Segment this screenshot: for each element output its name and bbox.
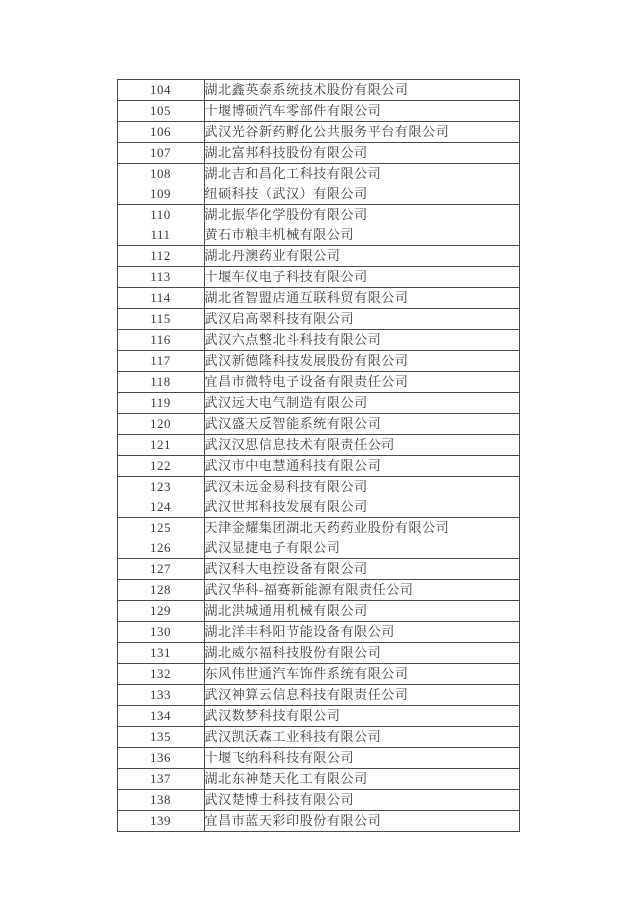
table-row — [117, 435, 519, 456]
table-row — [117, 164, 519, 185]
company-name-cell: 湖北鑫英泰系统技术股份有限公司 — [204, 80, 519, 101]
table-row — [117, 664, 519, 685]
company-name-cell: 十堰车仪电子科技有限公司 — [204, 267, 519, 288]
row-number-cell: 113 — [117, 267, 204, 288]
row-number-cell: 125 — [117, 518, 204, 539]
row-number-cell: 122 — [117, 456, 204, 477]
company-name-cell: 武汉显捷电子有限公司 — [204, 538, 519, 559]
table-row — [117, 518, 519, 539]
table-row — [117, 80, 519, 101]
row-number-cell: 111 — [117, 225, 204, 246]
company-name-cell: 黄石市粮丰机械有限公司 — [204, 225, 519, 246]
row-number-cell: 115 — [117, 309, 204, 330]
table-row — [117, 184, 519, 205]
table-row — [117, 267, 519, 288]
table-row — [117, 122, 519, 143]
company-name-cell: 武汉六点整北斗科技有限公司 — [204, 330, 519, 351]
company-name-cell: 武汉汉思信息技术有限责任公司 — [204, 435, 519, 456]
row-number-cell: 105 — [117, 101, 204, 122]
row-number-cell: 126 — [117, 538, 204, 559]
row-number-cell: 124 — [117, 497, 204, 518]
row-number-cell: 119 — [117, 393, 204, 414]
row-number-cell: 133 — [117, 685, 204, 706]
table-row — [117, 101, 519, 122]
row-number-cell: 106 — [117, 122, 204, 143]
table-row — [117, 246, 519, 267]
row-number-cell: 130 — [117, 622, 204, 643]
table-row — [117, 372, 519, 393]
table-row — [117, 790, 519, 811]
company-name-cell: 湖北丹澳药业有限公司 — [204, 246, 519, 267]
row-number-cell: 114 — [117, 288, 204, 309]
company-name-cell: 纽硕科技（武汉）有限公司 — [204, 184, 519, 205]
company-name-cell: 天津金耀集团湖北天药药业股份有限公司 — [204, 518, 519, 539]
row-number-cell: 118 — [117, 372, 204, 393]
table-row — [117, 205, 519, 226]
company-name-cell: 武汉远大电气制造有限公司 — [204, 393, 519, 414]
row-number-cell: 110 — [117, 205, 204, 226]
company-name-cell: 武汉盛天反智能系统有限公司 — [204, 414, 519, 435]
company-name-cell: 湖北振华化学股份有限公司 — [204, 205, 519, 226]
row-number-cell: 116 — [117, 330, 204, 351]
row-number-cell: 104 — [117, 80, 204, 101]
company-name-cell: 十堰博硕汽车零部件有限公司 — [204, 101, 519, 122]
table-row — [117, 727, 519, 748]
row-number-cell: 127 — [117, 559, 204, 580]
table-row — [117, 288, 519, 309]
table-row — [117, 309, 519, 330]
table-row — [117, 393, 519, 414]
row-number-cell: 112 — [117, 246, 204, 267]
company-name-cell: 宜昌市蓝天彩印股份有限公司 — [204, 811, 519, 832]
company-name-cell: 武汉楚博士科技有限公司 — [204, 790, 519, 811]
company-name-cell: 武汉凯沃森工业科技有限公司 — [204, 727, 519, 748]
company-name-cell: 十堰飞纳科科技有限公司 — [204, 748, 519, 769]
company-list-body — [117, 80, 519, 832]
company-name-cell: 武汉光谷新药孵化公共服务平台有限公司 — [204, 122, 519, 143]
table-row — [117, 685, 519, 706]
table-row — [117, 622, 519, 643]
table-row — [117, 477, 519, 498]
company-name-cell: 湖北威尔福科技股份有限公司 — [204, 643, 519, 664]
table-row — [117, 580, 519, 601]
company-name-cell: 湖北吉和昌化工科技有限公司 — [204, 164, 519, 185]
company-name-cell: 武汉科大电控设备有限公司 — [204, 559, 519, 580]
company-name-cell: 东风伟世通汽车饰件系统有限公司 — [204, 664, 519, 685]
company-name-cell: 武汉新德隆科技发展股份有限公司 — [204, 351, 519, 372]
row-number-cell: 134 — [117, 706, 204, 727]
company-name-cell: 湖北洪城通用机械有限公司 — [204, 601, 519, 622]
company-name-cell: 武汉数梦科技有限公司 — [204, 706, 519, 727]
table-row — [117, 601, 519, 622]
company-name-cell: 湖北富邦科技股份有限公司 — [204, 143, 519, 164]
table-row — [117, 414, 519, 435]
company-name-cell: 湖北东神楚天化工有限公司 — [204, 769, 519, 790]
row-number-cell: 109 — [117, 184, 204, 205]
company-name-cell: 武汉世邦科技发展有限公司 — [204, 497, 519, 518]
table-row — [117, 811, 519, 832]
table-row — [117, 769, 519, 790]
table-row — [117, 748, 519, 769]
table-row — [117, 538, 519, 559]
company-name-cell: 武汉启高翠科技有限公司 — [204, 309, 519, 330]
row-number-cell: 107 — [117, 143, 204, 164]
company-name-cell: 湖北洋丰科阳节能设备有限公司 — [204, 622, 519, 643]
table-row — [117, 456, 519, 477]
row-number-cell: 128 — [117, 580, 204, 601]
table-row — [117, 330, 519, 351]
row-number-cell: 131 — [117, 643, 204, 664]
table-row — [117, 497, 519, 518]
company-name-cell: 武汉未远金易科技有限公司 — [204, 477, 519, 498]
table-row — [117, 143, 519, 164]
table-row — [117, 706, 519, 727]
row-number-cell: 139 — [117, 811, 204, 832]
company-name-cell: 宜昌市微特电子设备有限责任公司 — [204, 372, 519, 393]
table-row — [117, 643, 519, 664]
row-number-cell: 132 — [117, 664, 204, 685]
row-number-cell: 136 — [117, 748, 204, 769]
row-number-cell: 137 — [117, 769, 204, 790]
table-row — [117, 559, 519, 580]
row-number-cell: 120 — [117, 414, 204, 435]
company-name-cell: 武汉市中电慧通科技有限公司 — [204, 456, 519, 477]
row-number-cell: 138 — [117, 790, 204, 811]
row-number-cell: 121 — [117, 435, 204, 456]
company-name-cell: 武汉华科-福赛新能源有限责任公司 — [204, 580, 519, 601]
row-number-cell: 135 — [117, 727, 204, 748]
row-number-cell: 117 — [117, 351, 204, 372]
company-list-table — [117, 79, 520, 832]
row-number-cell: 129 — [117, 601, 204, 622]
company-name-cell: 武汉神算云信息科技有限责任公司 — [204, 685, 519, 706]
table-row — [117, 225, 519, 246]
row-number-cell: 108 — [117, 164, 204, 185]
table-row — [117, 351, 519, 372]
row-number-cell: 123 — [117, 477, 204, 498]
company-name-cell: 湖北省智盟店通互联科贸有限公司 — [204, 288, 519, 309]
